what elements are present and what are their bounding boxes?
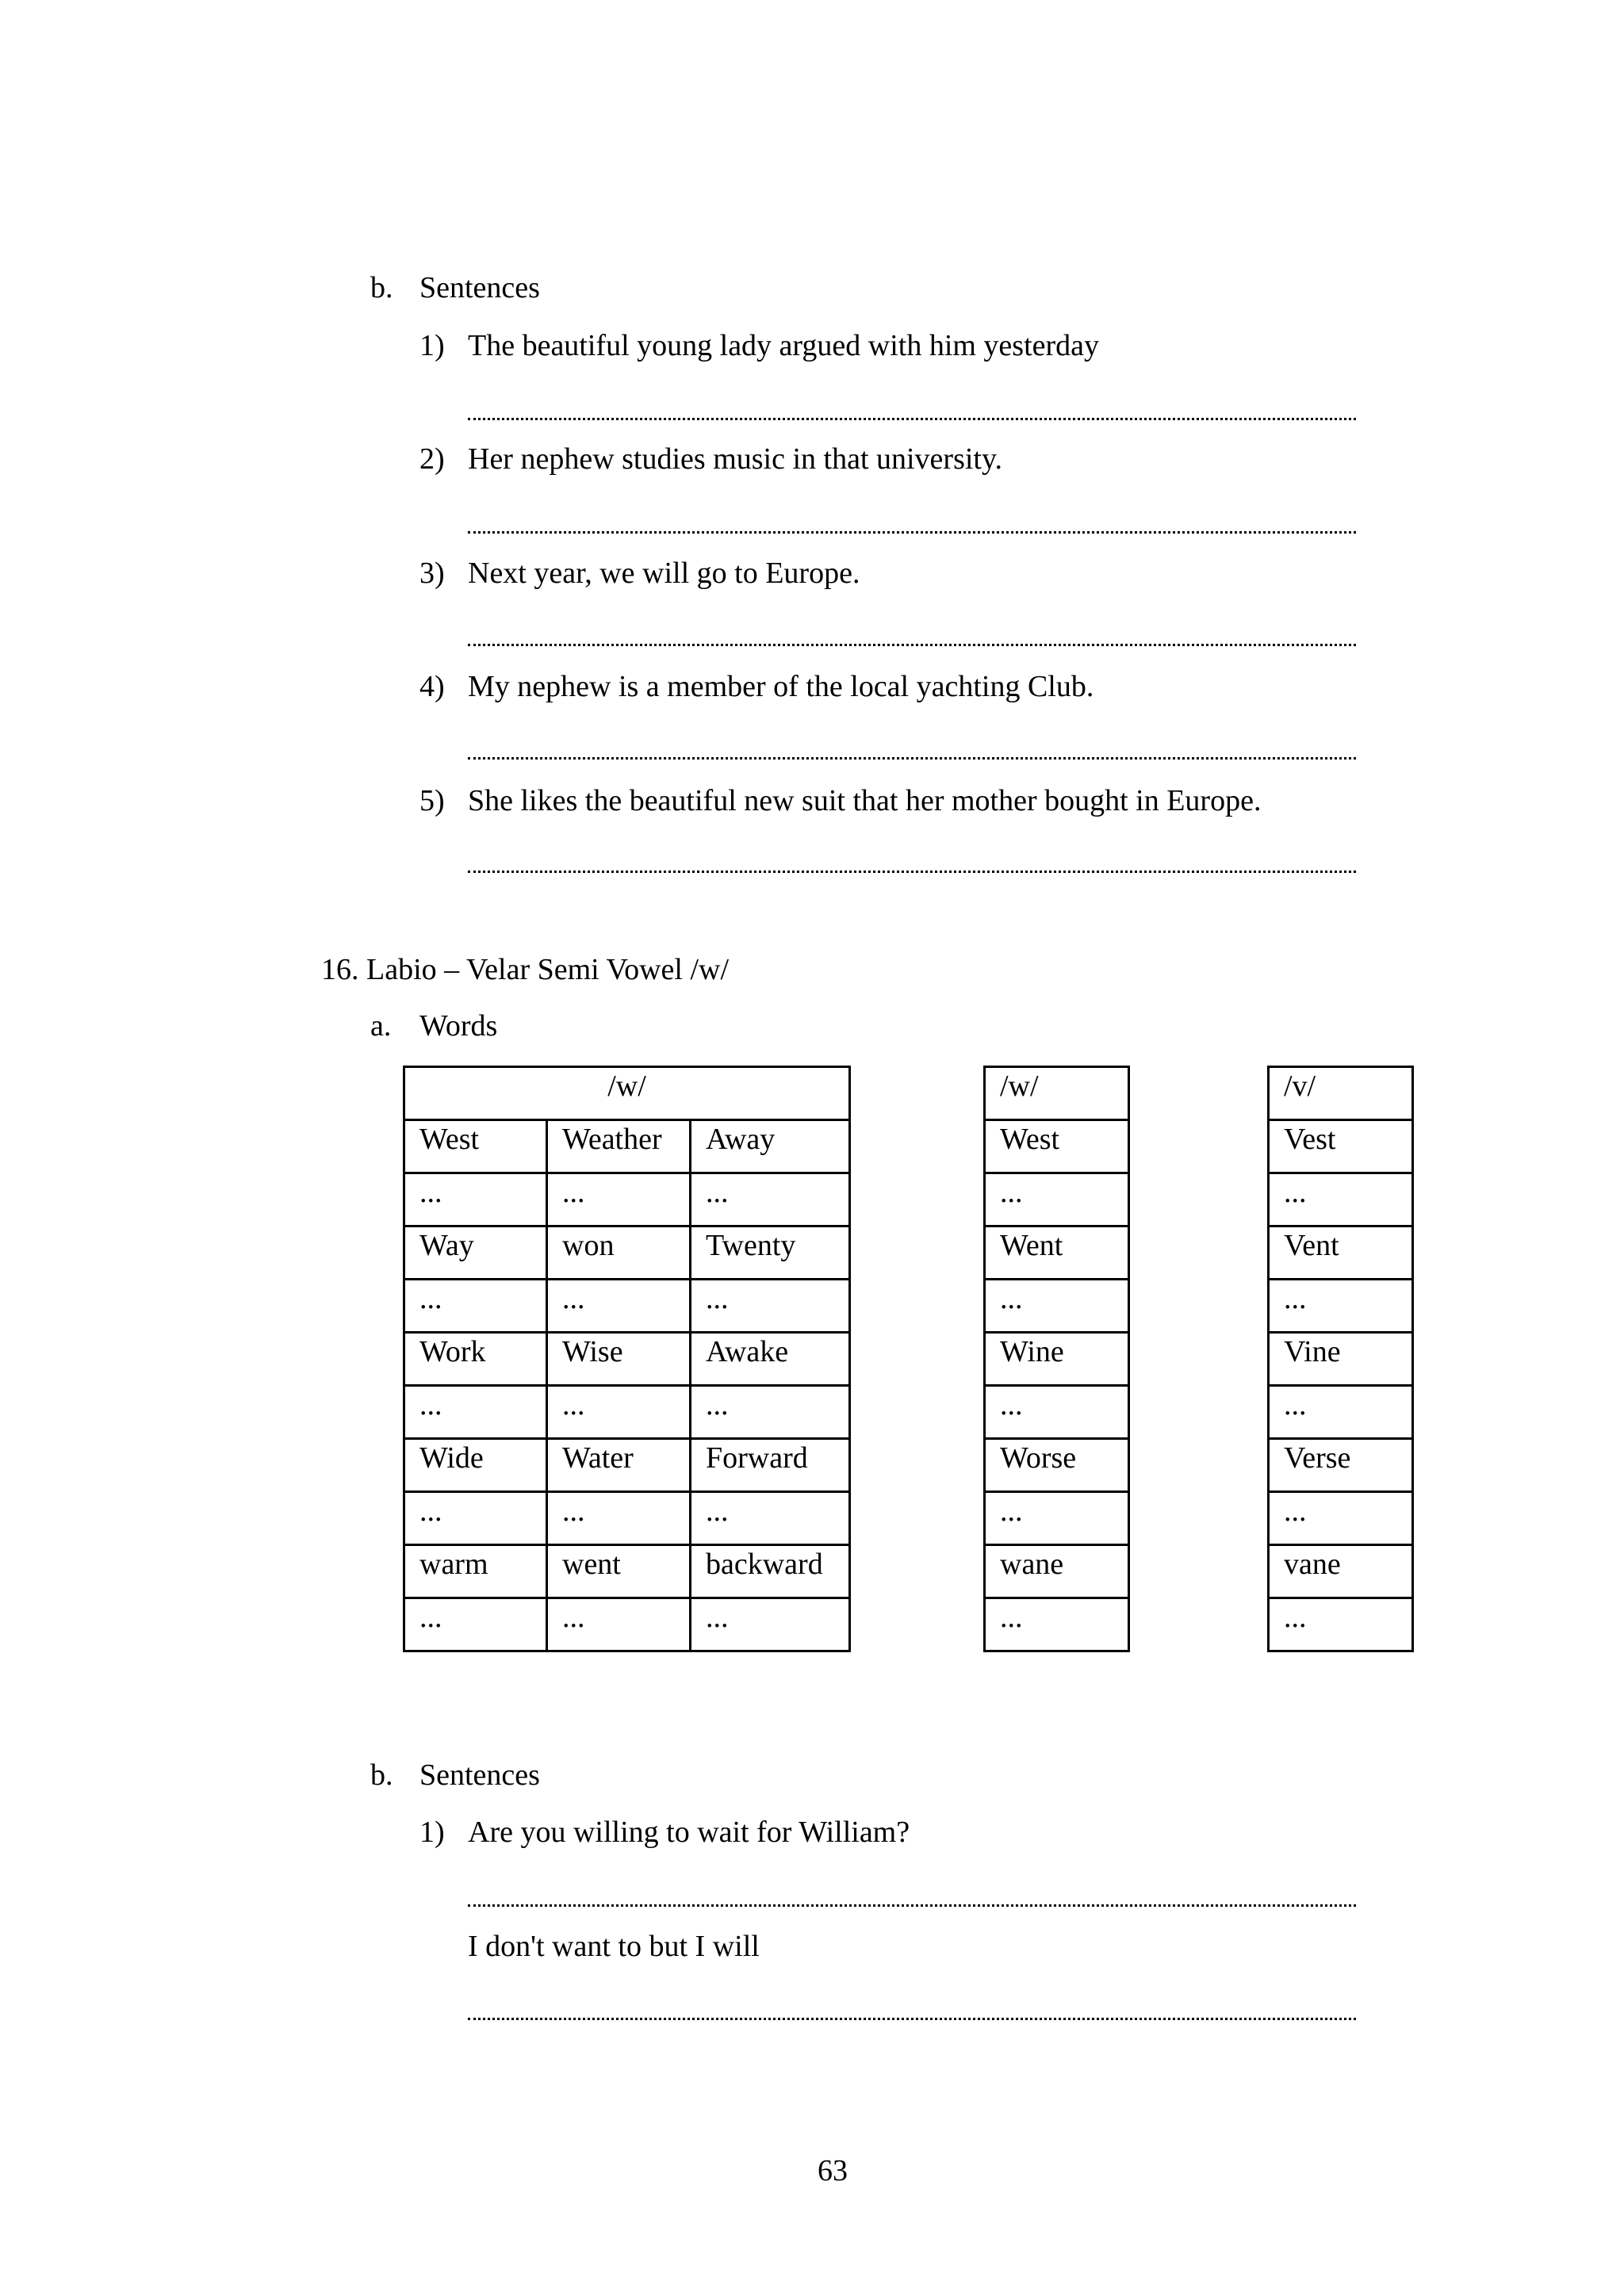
table-cell: Wide [404, 1439, 547, 1492]
table-cell[interactable]: ... [404, 1492, 547, 1545]
table-cell[interactable]: ... [1269, 1492, 1413, 1545]
table-cell: Wise [547, 1333, 691, 1386]
table-cell: Away [691, 1120, 850, 1173]
sentence-number: 3) [419, 557, 445, 590]
table-cell[interactable]: ... [1269, 1598, 1413, 1651]
table-cell: Work [404, 1333, 547, 1386]
sentence-text: The beautiful young lady argued with him yesterday [468, 329, 1100, 362]
table-cell: vane [1269, 1545, 1413, 1598]
answer-line[interactable] [468, 1904, 1356, 1907]
table-cell: backward [691, 1545, 850, 1598]
table-cell: Wine [985, 1333, 1129, 1386]
table-row [404, 1226, 850, 1280]
table-cell[interactable]: ... [547, 1280, 691, 1333]
section-subheading: Words [419, 1009, 498, 1043]
table-cell[interactable]: ... [404, 1173, 547, 1226]
table-cell[interactable]: ... [985, 1492, 1129, 1545]
answer-line[interactable] [468, 757, 1356, 760]
table-row [1269, 1598, 1413, 1651]
table-cell: Way [404, 1226, 547, 1280]
table-cell[interactable]: ... [547, 1492, 691, 1545]
list-marker: b. [370, 271, 393, 304]
table-cell: Twenty [691, 1226, 850, 1280]
table-row [404, 1492, 850, 1545]
answer-line[interactable] [468, 531, 1356, 534]
table-cell[interactable]: ... [985, 1173, 1129, 1226]
table-cell[interactable]: ... [547, 1598, 691, 1651]
table-cell[interactable]: ... [404, 1598, 547, 1651]
table-cell: Awake [691, 1333, 850, 1386]
table-cell: Weather [547, 1120, 691, 1173]
table-cell[interactable]: ... [985, 1386, 1129, 1439]
table-cell: West [404, 1120, 547, 1173]
table-cell: Went [985, 1226, 1129, 1280]
sentence-number: 4) [419, 670, 445, 703]
section-subheading: Sentences [419, 1758, 540, 1792]
table-row [1269, 1120, 1413, 1173]
words-table-w [983, 1066, 1130, 1652]
table-header: /w/ [404, 1067, 850, 1120]
table-row [985, 1386, 1129, 1439]
table-cell[interactable]: ... [1269, 1386, 1413, 1439]
table-cell[interactable]: ... [404, 1386, 547, 1439]
table-cell[interactable]: ... [547, 1173, 691, 1226]
section-subheading: Sentences [419, 271, 540, 304]
answer-line[interactable] [468, 418, 1356, 420]
table-row [985, 1545, 1129, 1598]
table-row [1269, 1439, 1413, 1492]
table-header: /v/ [1269, 1067, 1413, 1120]
table-row [985, 1173, 1129, 1226]
sentence-number: 5) [419, 784, 445, 817]
table-row [1269, 1492, 1413, 1545]
table-cell: Vine [1269, 1333, 1413, 1386]
table-row [404, 1120, 850, 1173]
table-row [985, 1439, 1129, 1492]
table-cell: wane [985, 1545, 1129, 1598]
table-cell[interactable]: ... [985, 1280, 1129, 1333]
table-cell: Forward [691, 1439, 850, 1492]
table-cell[interactable]: ... [985, 1598, 1129, 1651]
table-cell: Verse [1269, 1439, 1413, 1492]
table-row [985, 1598, 1129, 1651]
table-row [1269, 1333, 1413, 1386]
page-number: 63 [818, 2154, 848, 2187]
table-row [404, 1386, 850, 1439]
table-cell[interactable]: ... [691, 1386, 850, 1439]
list-marker: a. [370, 1009, 392, 1043]
table-row [404, 1598, 850, 1651]
words-table-v [1267, 1066, 1414, 1652]
table-row [404, 1333, 850, 1386]
table-row [404, 1545, 850, 1598]
sentence-text: I don't want to but I will [468, 1930, 760, 1963]
table-cell: Vest [1269, 1120, 1413, 1173]
table-row [404, 1280, 850, 1333]
table-row [404, 1439, 850, 1492]
sentence-text: My nephew is a member of the local yachting Club. [468, 670, 1094, 703]
table-cell[interactable]: ... [547, 1386, 691, 1439]
sentence-number: 1) [419, 1816, 445, 1849]
table-cell[interactable]: ... [691, 1173, 850, 1226]
table-row [404, 1173, 850, 1226]
table-cell: West [985, 1120, 1129, 1173]
table-cell[interactable]: ... [1269, 1280, 1413, 1333]
table-row [985, 1120, 1129, 1173]
table-row [985, 1492, 1129, 1545]
sentence-text: Next year, we will go to Europe. [468, 557, 860, 590]
answer-line[interactable] [468, 871, 1356, 873]
sentence-number: 2) [419, 442, 445, 476]
sentence-text: Her nephew studies music in that university. [468, 442, 1003, 476]
sentence-number: 1) [419, 329, 445, 362]
table-cell: Vent [1269, 1226, 1413, 1280]
table-row [1269, 1386, 1413, 1439]
section-heading: 16. Labio – Velar Semi Vowel /w/ [321, 953, 730, 986]
table-cell[interactable]: ... [404, 1280, 547, 1333]
table-row [1269, 1280, 1413, 1333]
table-cell: Worse [985, 1439, 1129, 1492]
table-row [985, 1333, 1129, 1386]
table-cell[interactable]: ... [1269, 1173, 1413, 1226]
sentence-text: Are you willing to wait for William? [468, 1816, 910, 1849]
answer-line[interactable] [468, 2018, 1356, 2020]
table-row [985, 1226, 1129, 1280]
table-cell[interactable]: ... [691, 1280, 850, 1333]
table-cell: went [547, 1545, 691, 1598]
table-cell[interactable]: ... [691, 1492, 850, 1545]
table-cell[interactable]: ... [691, 1598, 850, 1651]
list-marker: b. [370, 1758, 393, 1792]
table-cell: Water [547, 1439, 691, 1492]
table-row [1269, 1226, 1413, 1280]
table-header: /w/ [985, 1067, 1129, 1120]
table-row [985, 1280, 1129, 1333]
table-row [1269, 1545, 1413, 1598]
table-cell: won [547, 1226, 691, 1280]
table-row [1269, 1173, 1413, 1226]
table-cell: warm [404, 1545, 547, 1598]
words-table-w-three-column [403, 1066, 851, 1652]
sentence-text: She likes the beautiful new suit that her mother bought in Europe. [468, 784, 1262, 817]
answer-line[interactable] [468, 644, 1356, 646]
